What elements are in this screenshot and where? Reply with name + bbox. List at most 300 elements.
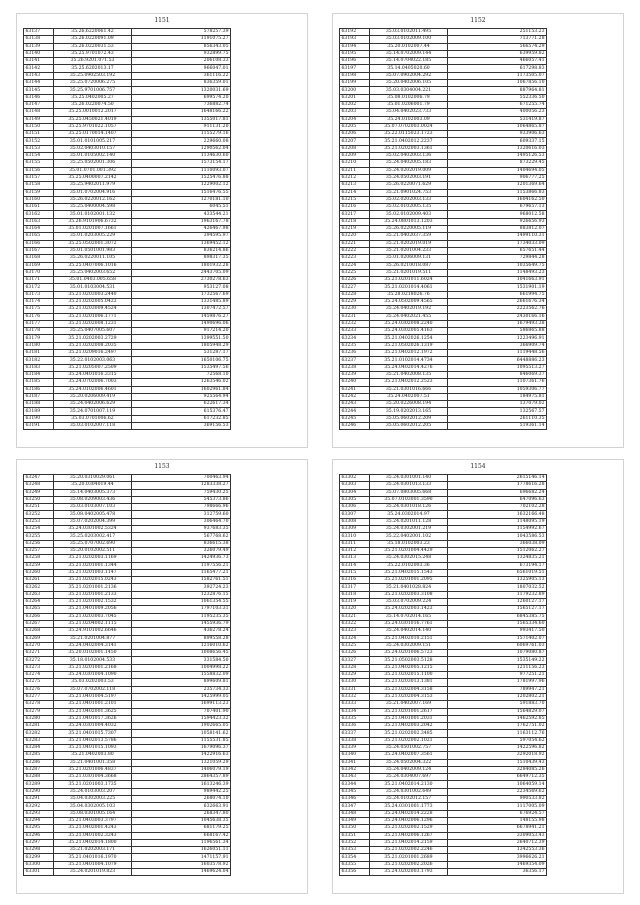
coordinate-cell: 35.25.9402011.979 [54, 182, 132, 189]
table-row [340, 87, 547, 94]
table-row [24, 182, 231, 189]
value-cell: 1650106.75 [132, 357, 231, 364]
coordinate-cell: 35.01.0103004.531 [54, 284, 132, 291]
table-row [340, 788, 547, 795]
table-row [340, 584, 547, 591]
value-cell: 1155279.16 [132, 131, 231, 138]
record-id-cell: 63139 [24, 43, 54, 50]
coordinate-cell: 35.14.0403005.373 [54, 489, 132, 496]
record-id-cell: 63166 [24, 240, 54, 247]
record-id-cell: 63330 [340, 679, 370, 686]
record-id-cell: 63197 [340, 65, 370, 72]
coordinate-cell: 35.26.9101906.6732 [54, 218, 132, 225]
coordinate-cell: 35.24.0302008.2240 [370, 320, 448, 327]
coordinate-cell: 35.02.0402003.136 [370, 153, 448, 160]
coordinate-cell: 35.21.0402012.1972 [370, 350, 448, 357]
value-cell: 1008656.45 [132, 650, 231, 657]
record-id-cell: 63317 [340, 584, 370, 591]
coordinate-cell: 35.21.0201006.1771 [54, 313, 132, 320]
table-row [340, 101, 547, 108]
value-cell: 1064059.14 [448, 781, 547, 788]
value-cell: 394595.97 [132, 233, 231, 240]
coordinate-cell: 35.26.0220031.53 [54, 43, 132, 50]
coordinate-cell: 35.02.0202003.133 [370, 196, 448, 203]
coordinate-cell: 35.25.0400007.2142 [54, 174, 132, 181]
table-row [340, 475, 547, 482]
table-row [24, 43, 231, 50]
record-id-cell: 63353 [340, 847, 370, 854]
coordinate-cell: 35.21.0402006.1267 [370, 832, 448, 839]
value-cell: 366038.09 [448, 540, 547, 547]
table-row [340, 686, 547, 693]
value-cell: 926656.93 [448, 218, 547, 225]
coordinate-cell: 35.21.0201001.2168 [54, 664, 132, 671]
record-id-cell: 63183 [24, 364, 54, 371]
value-cell: 1535149.22 [448, 657, 547, 664]
record-id-cell: 63168 [24, 255, 54, 262]
record-id-cell: 63304 [340, 489, 370, 496]
table-row [24, 226, 231, 233]
table-row [340, 328, 547, 335]
coordinate-cell: 35.24.0201011.128 [370, 518, 448, 525]
coordinate-cell: 35.02.0102005.135 [370, 204, 448, 211]
page-number: 1154 [470, 463, 486, 470]
coordinate-cell: 35.21.0201006.4837 [54, 766, 132, 773]
record-id-cell: 63213 [340, 182, 370, 189]
coordinate-cell: 35.25.0407006.1016 [54, 262, 132, 269]
value-cell: 1260127.17 [448, 599, 547, 606]
table-row [24, 701, 231, 708]
coordinate-cell: 35.01.0201007.1661 [54, 226, 132, 233]
coordinate-cell: 35.24.0501002.757 [370, 744, 448, 751]
coordinate-cell: 35.24.0301016.7761 [370, 620, 448, 627]
coordinate-cell: 35.26.0220071.629 [370, 182, 448, 189]
coordinate-cell: 35.24.0402007.3561 [370, 752, 448, 759]
coordinate-cell: 35.24.0302014.97 [370, 511, 448, 518]
record-id-cell: 63241 [340, 386, 370, 393]
table-row [340, 226, 547, 233]
record-id-cell: 63292 [24, 803, 54, 810]
coordinate-cell: 35.21.0402010.2151 [370, 635, 448, 642]
record-id-cell: 63340 [340, 752, 370, 759]
record-id-cell: 63149 [24, 116, 54, 123]
table-row [340, 80, 547, 87]
record-id-cell: 63259 [24, 562, 54, 569]
document-page-1 [16, 13, 308, 448]
value-cell: 1320031.69 [132, 87, 231, 94]
value-cell: 36356.17 [448, 869, 547, 876]
value-cell: 1191075.27 [132, 36, 231, 43]
value-cell: 609337.15 [448, 138, 547, 145]
table-row [340, 291, 547, 298]
value-cell: 1404694.05 [448, 167, 547, 174]
table-row [340, 320, 547, 327]
coordinate-cell: 35.21.0401001.2031 [370, 715, 448, 722]
value-cell: 1095513.27 [448, 364, 547, 371]
value-cell: 1571402.07 [448, 635, 547, 642]
coordinate-cell: 35.21.0202019.019 [370, 240, 448, 247]
coordinate-cell: 35.14.0702009.144 [370, 50, 448, 57]
record-id-cell: 63235 [340, 342, 370, 349]
coordinate-cell: 35.24.0301004.1090 [54, 672, 132, 679]
coordinate-cell: 35.21.0502003.5128 [370, 657, 448, 664]
table-row [24, 766, 231, 773]
table-row [24, 328, 231, 335]
table-row [340, 189, 547, 196]
table-row [340, 620, 547, 627]
table-row [24, 109, 231, 116]
table-row [24, 160, 231, 167]
coordinate-cell: 35.21.0203003.2440 [54, 291, 132, 298]
value-cell: 1064865.87 [448, 123, 547, 130]
coordinate-cell: 35.26.0220005.119 [370, 226, 448, 233]
value-cell: 519361.14 [448, 423, 547, 430]
coordinate-cell: 35.26.9201.071.53 [54, 58, 132, 65]
record-id-cell: 63189 [24, 408, 54, 415]
record-id-cell: 63249 [24, 489, 54, 496]
value-cell: 531287.17 [132, 350, 231, 357]
value-cell: 1516476.55 [132, 189, 231, 196]
value-cell: 1041663.91 [448, 277, 547, 284]
record-id-cell: 63153 [24, 145, 54, 152]
value-cell: 1762751.02 [448, 723, 547, 730]
table-row [340, 591, 547, 598]
record-id-cell: 63150 [24, 123, 54, 130]
coordinate-cell: 35.01.0206009.131 [370, 255, 448, 262]
coordinate-cell: 35.03.0702009.224 [370, 599, 448, 606]
coordinate-cell: 35.21.0301016.666 [370, 386, 448, 393]
value-cell: 1107361.76 [448, 379, 547, 386]
table-row [24, 262, 231, 269]
table-row [24, 36, 231, 43]
record-id-cell: 63179 [24, 335, 54, 342]
coordinate-cell: 35.21.0202008.2035 [54, 342, 132, 349]
coordinate-cell: 35.24.0301002.649 [370, 788, 448, 795]
table-row [340, 182, 547, 189]
coordinate-cell: 35.21.0402012.2523 [370, 379, 448, 386]
value-cell: 1223496.91 [448, 335, 547, 342]
coordinate-cell: 35.24.0102006.4601 [54, 386, 132, 393]
table-row [340, 803, 547, 810]
coordinate-cell: 35.26.0210018.087 [370, 262, 448, 269]
coordinate-cell: 35.03.0701006.62 [54, 415, 132, 422]
record-id-cell: 63184 [24, 371, 54, 378]
value-cell: 1202802.21 [448, 693, 547, 700]
table-row [24, 58, 231, 65]
record-id-cell: 63282 [24, 730, 54, 737]
record-id-cell: 63205 [340, 123, 370, 130]
table-row [340, 781, 547, 788]
record-id-cell: 63194 [340, 43, 370, 50]
coordinate-cell: 35.20.0226008.194 [370, 401, 448, 408]
table-row [24, 613, 231, 620]
coordinate-cell: 35.14.0405020.60 [370, 65, 448, 72]
record-id-cell: 63355 [340, 861, 370, 868]
table-row [24, 869, 231, 876]
value-cell: 2223562.76 [448, 306, 547, 313]
record-id-cell: 63288 [24, 774, 54, 781]
record-id-cell: 63333 [340, 701, 370, 708]
table-row [24, 518, 231, 525]
table-row [340, 204, 547, 211]
record-id-cell: 63252 [24, 511, 54, 518]
table-row [340, 533, 547, 540]
coordinate-cell: 35.21.0402001.3625 [54, 708, 132, 715]
record-id-cell: 63137 [24, 29, 54, 36]
table-row [24, 153, 231, 160]
value-cell: 953127.08 [132, 284, 231, 291]
table-row [340, 145, 547, 152]
coordinate-cell: 35.24.0301013.133 [370, 482, 448, 489]
value-cell: 2443705.09 [132, 269, 231, 276]
value-cell: 1510439.43 [448, 759, 547, 766]
coordinate-cell: 35.22.0115023.1723 [370, 131, 448, 138]
table-row [24, 87, 231, 94]
value-cell: 615376.47 [132, 408, 231, 415]
table-row [24, 591, 231, 598]
coordinate-cell: 35.25.0720006.275 [54, 80, 132, 87]
coordinate-cell: 35.21.0401001.2101 [54, 701, 132, 708]
value-cell: 679657.13 [448, 204, 547, 211]
table-row [340, 408, 547, 415]
table-row [24, 679, 231, 686]
coordinate-cell: 35.05.0602012.209 [370, 415, 448, 422]
record-id-cell: 63300 [24, 861, 54, 868]
record-id-cell: 63161 [24, 204, 54, 211]
table-row [340, 810, 547, 817]
coordinate-cell: 35.21.0402003.80 [54, 752, 132, 759]
coordinate-cell: 35.21.0401004.1079 [54, 861, 132, 868]
value-cell: 1565334.60 [448, 620, 547, 627]
table-row [340, 357, 547, 364]
record-id-cell: 63160 [24, 196, 54, 203]
value-cell: 1196561.34 [132, 839, 231, 846]
value-cell: 1565127.17 [448, 606, 547, 613]
value-cell: 700463.94 [132, 475, 231, 482]
table-row [340, 847, 547, 854]
value-cell: 1045638.35 [132, 817, 231, 824]
record-id-cell: 63155 [24, 160, 54, 167]
value-cell: 235734.33 [132, 686, 231, 693]
value-cell: 1805948.29 [132, 342, 231, 349]
table-row [24, 211, 231, 218]
value-cell: 1035649.75 [448, 262, 547, 269]
record-id-cell: 63349 [340, 817, 370, 824]
coordinate-cell: 35.21.0402014.2130 [370, 781, 448, 788]
record-id-cell: 63230 [340, 306, 370, 313]
value-cell: 1290562.04 [132, 145, 231, 152]
table-row [340, 577, 547, 584]
value-cell: 856343.05 [132, 43, 231, 50]
coordinate-cell: 35.24.0401016.3315 [54, 371, 132, 378]
record-id-cell: 63324 [340, 635, 370, 642]
coordinate-cell: 35.26.0220012.162 [54, 196, 132, 203]
table-row [340, 825, 547, 832]
record-id-cell: 63233 [340, 328, 370, 335]
record-id-cell: 63206 [340, 131, 370, 138]
record-id-cell: 63250 [24, 496, 54, 503]
table-row [24, 635, 231, 642]
value-cell: 1165477.21 [132, 569, 231, 576]
coordinate-cell: 35.24.0102003.09 [370, 116, 448, 123]
value-cell: 1134630.60 [132, 153, 231, 160]
table-row [24, 313, 231, 320]
coordinate-cell: 35.26.0220011.105 [54, 255, 132, 262]
coordinate-cell: 35.20.0102007.44 [370, 43, 448, 50]
value-cell: 1201369.64 [448, 182, 547, 189]
value-cell: 229660.08 [132, 138, 231, 145]
coordinate-cell: 35.21.0401028.824 [370, 584, 448, 591]
value-cell: 1119448.56 [448, 350, 547, 357]
record-id-cell: 63142 [24, 65, 54, 72]
table-row [340, 708, 547, 715]
value-cell: 1797103.31 [132, 606, 231, 613]
record-id-cell: 63239 [340, 371, 370, 378]
table-row [340, 335, 547, 342]
record-id-cell: 63198 [340, 72, 370, 79]
record-id-cell: 63293 [24, 810, 54, 817]
coordinate-cell: 35.21.0202002.2246 [370, 847, 448, 854]
record-id-cell: 63254 [24, 526, 54, 533]
record-id-cell: 63199 [340, 80, 370, 87]
coordinate-cell: 35.21.0201001.2689 [370, 854, 448, 861]
record-id-cell: 63297 [24, 839, 54, 846]
coordinate-cell: 35.07.0702002.118 [54, 686, 132, 693]
coordinate-cell: 35.24.0402007.51 [370, 393, 448, 400]
table-row [340, 393, 547, 400]
value-cell: 1781997.96 [448, 679, 547, 686]
table-row [24, 240, 231, 247]
coordinate-cell: 35.21.0402007.169 [370, 701, 448, 708]
record-id-cell: 63342 [340, 766, 370, 773]
record-id-cell: 63316 [340, 577, 370, 584]
record-id-cell: 63144 [24, 80, 54, 87]
coordinate-cell: 35.07.0902004.292 [370, 72, 448, 79]
value-cell: 3996626.21 [448, 854, 547, 861]
table-row [340, 613, 547, 620]
record-id-cell: 63337 [340, 730, 370, 737]
value-cell: 917214.20 [132, 328, 231, 335]
table-row [24, 788, 231, 795]
value-cell: 989442.25 [132, 788, 231, 795]
value-cell: 1342553.36 [448, 847, 547, 854]
value-cell: 1148493.23 [448, 269, 547, 276]
record-id-cell: 63318 [340, 591, 370, 598]
coordinate-cell: 35.22.0102003.36 [370, 562, 448, 569]
record-id-cell: 63332 [340, 693, 370, 700]
coordinate-cell: 35.24.0402005.183 [370, 160, 448, 167]
document-page-2 [332, 13, 624, 448]
value-cell: 1117005.09 [448, 803, 547, 810]
coordinate-cell: 35.24.0301004.4032 [54, 723, 132, 730]
record-id-cell: 63312 [340, 547, 370, 554]
table-row [24, 371, 231, 378]
coordinate-cell: 35.03.0202003.53 [54, 679, 132, 686]
coordinate-cell: 35.21.0202002.3485 [370, 730, 448, 737]
record-id-cell: 63240 [340, 379, 370, 386]
coordinate-cell: 35.25.9701072.43 [54, 50, 132, 57]
value-cell: 968012.58 [448, 211, 547, 218]
coordinate-cell: 35.14.0702014.165 [370, 613, 448, 620]
value-cell: 729844.28 [448, 255, 547, 262]
record-id-cell: 63289 [24, 781, 54, 788]
table-row [340, 664, 547, 671]
record-id-cell: 63246 [340, 423, 370, 430]
coordinate-cell: 35.24.0302001.219 [370, 526, 448, 533]
coordinate-cell: 35.21.0402014.2159 [370, 839, 448, 846]
coordinate-cell: 35.18.0102004.533 [54, 657, 132, 664]
value-cell: 1173505.07 [448, 72, 547, 79]
table-row [340, 269, 547, 276]
table-row [24, 504, 231, 511]
value-cell: 433544.21 [132, 211, 231, 218]
table-row [24, 277, 231, 284]
table-row [24, 693, 231, 700]
value-cell: 261110.35 [448, 415, 547, 422]
value-cell: 673194.17 [448, 562, 547, 569]
record-id-cell: 63165 [24, 233, 54, 240]
coordinate-cell: 35.21.0402013.5786 [54, 737, 132, 744]
record-id-cell: 63167 [24, 247, 54, 254]
table-row [340, 854, 547, 861]
coordinate-cell: 35.21.0205007.2509 [54, 364, 132, 371]
record-id-cell: 63209 [340, 153, 370, 160]
table-row [340, 693, 547, 700]
table-row [24, 555, 231, 562]
coordinate-cell: 35.21.0202002.1021 [370, 737, 448, 744]
record-id-cell: 63223 [340, 255, 370, 262]
value-cell: 713771.28 [448, 36, 547, 43]
value-cell: 1406079.19 [132, 766, 231, 773]
table-row [340, 247, 547, 254]
record-id-cell: 63264 [24, 599, 54, 606]
coordinate-cell: 35.25.0203002.417 [54, 533, 132, 540]
table-row [24, 854, 231, 861]
value-cell: 1307472.57 [132, 306, 231, 313]
data-table [339, 28, 547, 430]
value-cell: 1564829.07 [448, 708, 547, 715]
value-cell: 1455936.79 [132, 620, 231, 627]
coordinate-cell: 35.08.0301005.164 [54, 810, 132, 817]
value-cell: 617232.85 [132, 415, 231, 422]
value-cell: 1679493.38 [448, 320, 547, 327]
coordinate-cell: 35.24.0502009.4565 [370, 298, 448, 305]
coordinate-cell: 35.04.0302003.225 [54, 796, 132, 803]
value-cell: 696682.24 [448, 489, 547, 496]
coordinate-cell: 35.20.0206009.419 [54, 393, 132, 400]
table-row [24, 628, 231, 635]
value-cell: 6561019.51 [448, 569, 547, 576]
value-cell: 1320616.03 [448, 145, 547, 152]
coordinate-cell: 35.07.0803005.668 [370, 489, 448, 496]
record-id-cell: 63271 [24, 650, 54, 657]
value-cell: 6678941.21 [448, 825, 547, 832]
coordinate-cell: 35.21.0202003.3108 [370, 591, 448, 598]
value-cell: 933906.63 [448, 131, 547, 138]
table-row [24, 379, 231, 386]
record-id-cell: 63294 [24, 817, 54, 824]
value-cell: 1163112.76 [448, 730, 547, 737]
coordinate-cell: 35.21.0403003.3797 [54, 817, 132, 824]
table-row [340, 29, 547, 36]
record-id-cell: 63348 [340, 810, 370, 817]
coordinate-cell: 35.24.0402014.4276 [370, 364, 448, 371]
coordinate-cell: 35.21.0202015.1100 [370, 672, 448, 679]
record-id-cell: 63334 [340, 708, 370, 715]
coordinate-cell: 35.21.0202002.1529 [370, 825, 448, 832]
coordinate-cell: 35.21.0402026.1254 [370, 335, 448, 342]
record-id-cell: 63164 [24, 226, 54, 233]
